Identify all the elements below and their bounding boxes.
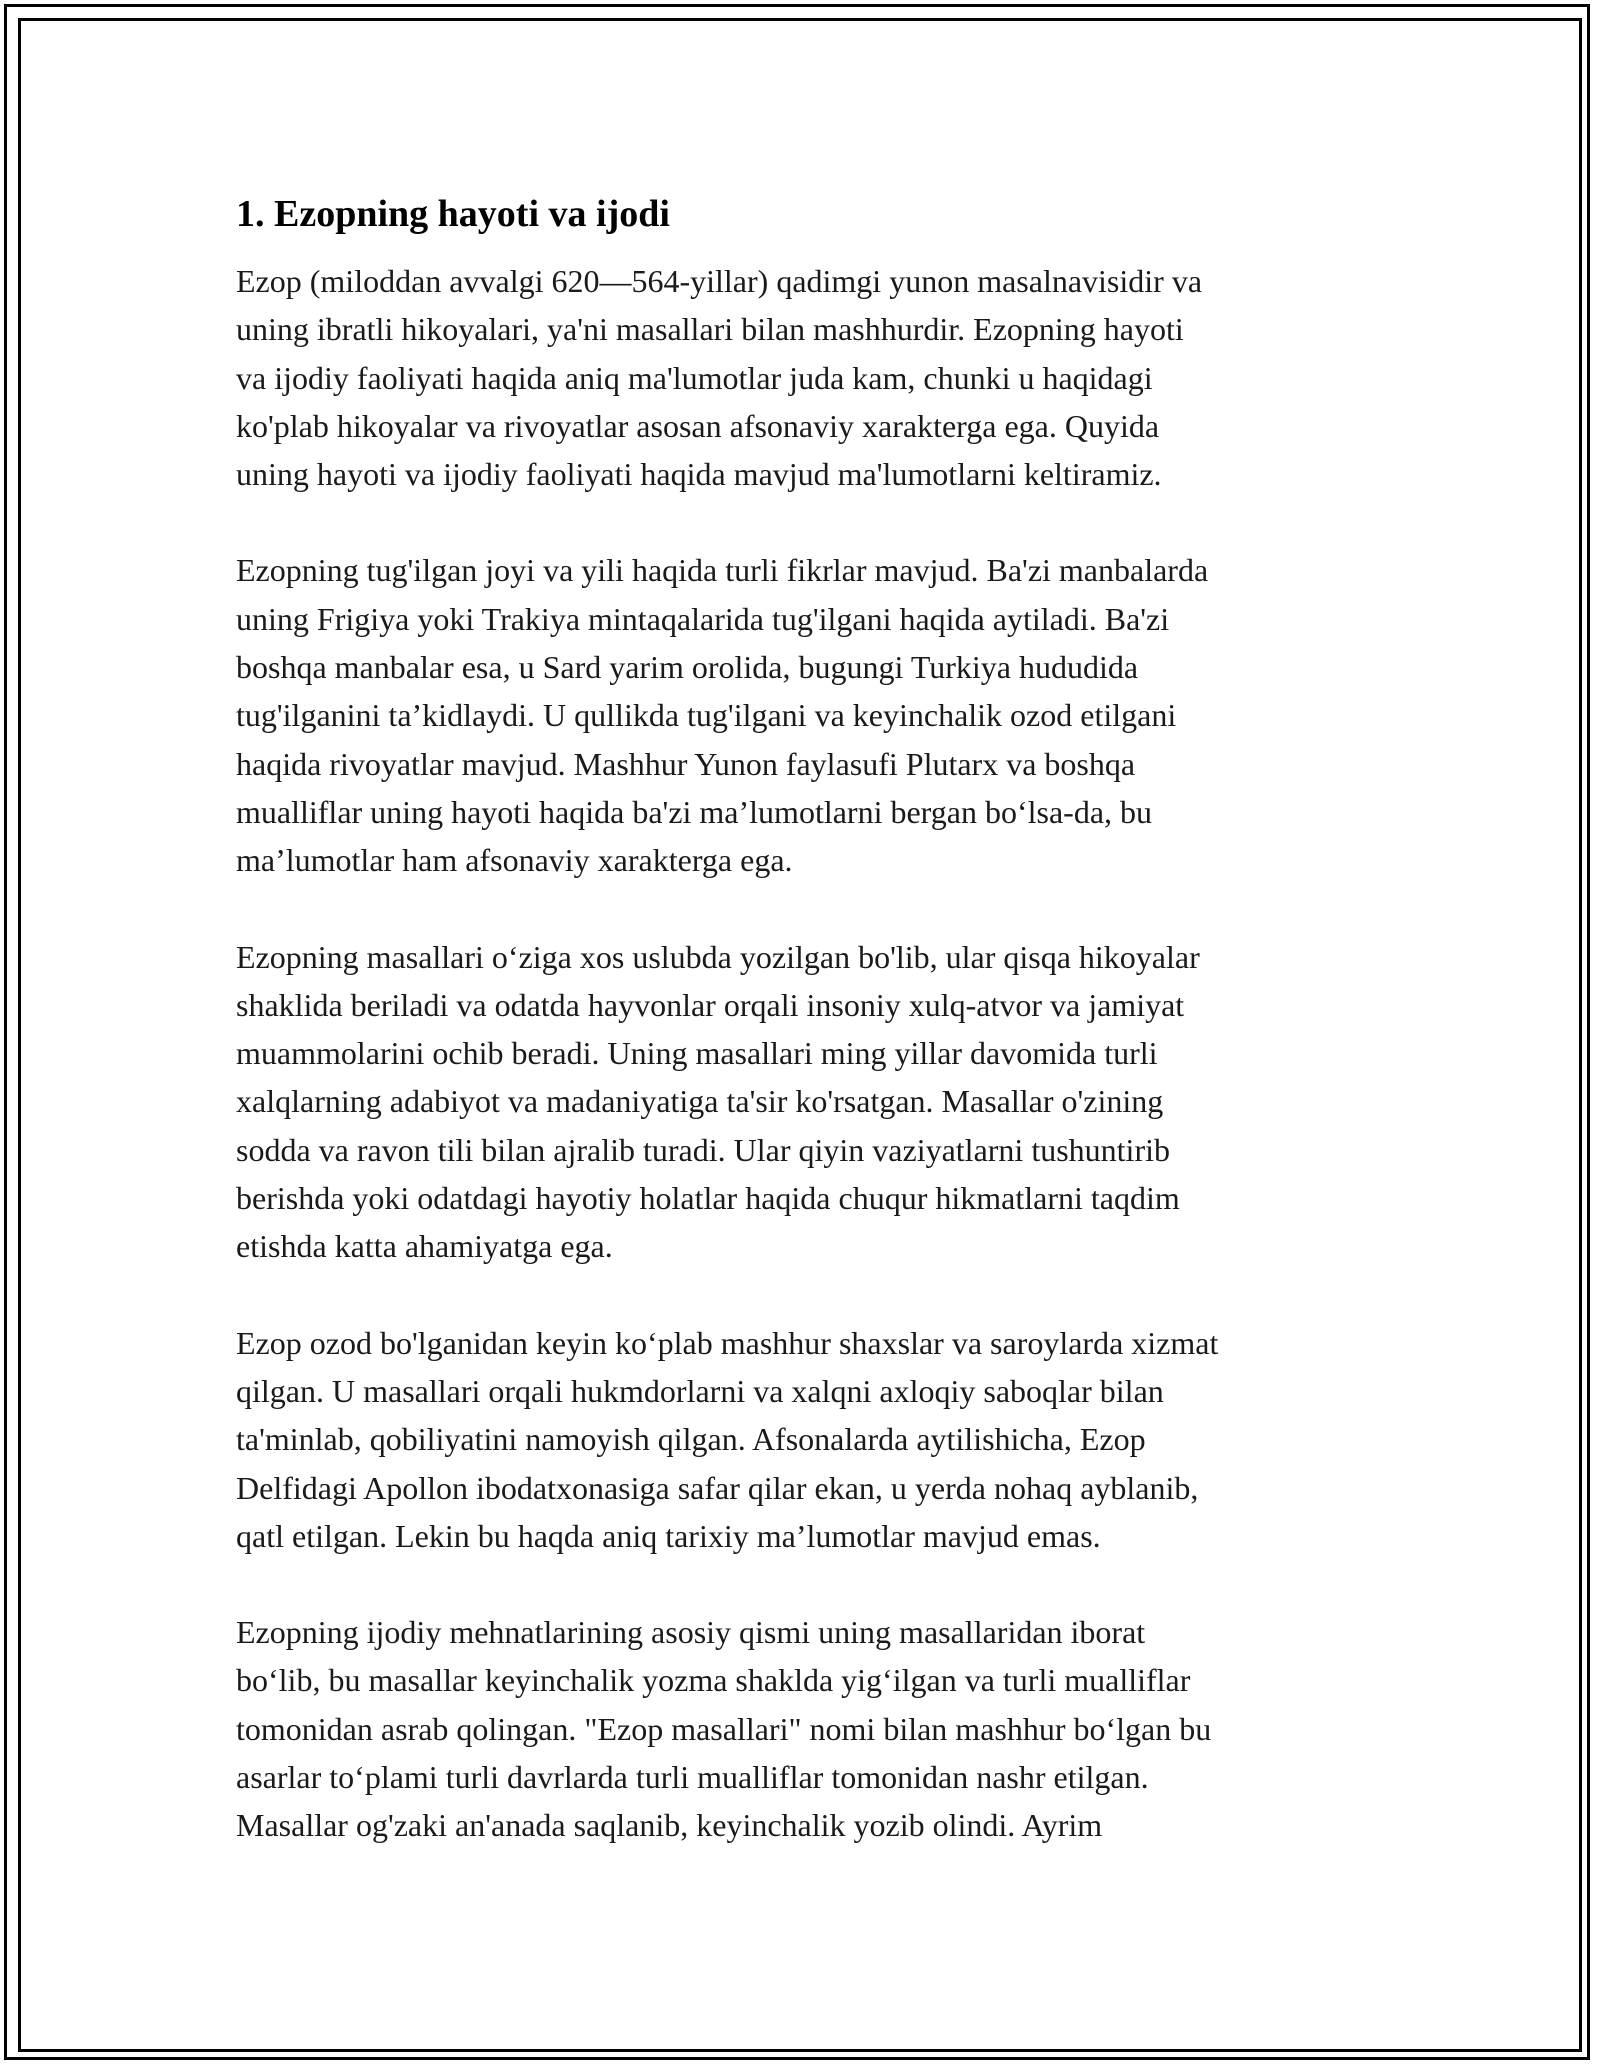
paragraph-5 (236, 1608, 1376, 1849)
paragraph-2 (236, 546, 1376, 884)
text-line: Masallar og'zaki an'anada saqlanib, keyinchalik yozib olindi. Ayrim (236, 1807, 1103, 1844)
text-line: Ezopning ijodiy mehnatlarining asosiy qismi uning masallaridan iborat (236, 1614, 1146, 1651)
text-line: mualliflar uning hayoti haqida ba'zi ma’lumotlarni bergan bo‘lsa-da, bu (236, 793, 1153, 830)
text-line: ma’lumotlar ham afsonaviy xarakterga ega. (236, 842, 793, 879)
text-line: uning Frigiya yoki Trakiya mintaqalarida tug'ilgani haqida aytiladi. Ba'zi (236, 600, 1170, 637)
text-line: muammolarini ochib beradi. Uning masallari ming yillar davomida turli (236, 1035, 1158, 1072)
text-line: berishda yoki odatdagi hayotiy holatlar haqida chuqur hikmatlarni taqdim (236, 1180, 1180, 1217)
text-line: qatl etilgan. Lekin bu haqda aniq tarixiy ma’lumotlar mavjud emas. (236, 1517, 1101, 1554)
text-line: etishda katta ahamiyatga ega. (236, 1228, 613, 1265)
text-line: ta'minlab, qobiliyatini namoyish qilgan. Afsonalarda aytilishicha, Ezop (236, 1421, 1146, 1458)
text-line: tomonidan asrab qolingan. "Ezop masallari" nomi bilan mashhur bo‘lgan bu (236, 1710, 1212, 1747)
text-line: uning hayoti va ijodiy faoliyati haqida mavjud ma'lumotlarni keltiramiz. (236, 456, 1162, 493)
text-line: va ijodiy faoliyati haqida aniq ma'lumotlar juda kam, chunki u haqidagi (236, 359, 1153, 396)
text-line: qilgan. U masallari orqali hukmdorlarni va xalqni axloqiy saboqlar bilan (236, 1372, 1164, 1409)
text-line: tug'ilganini ta’kidlaydi. U qullikda tug'ilgani va keyinchalik ozod etilgani (236, 697, 1177, 734)
text-line: bo‘lib, bu masallar keyinchalik yozma shaklda yig‘ilgan va turli mualliflar (236, 1662, 1191, 1699)
text-line: uning ibratli hikoyalari, ya'ni masallari bilan mashhurdir. Ezopning hayoti (236, 311, 1184, 348)
document-body (236, 188, 1376, 1850)
text-line: Ezop (miloddan avvalgi 620—564-yillar) qadimgi yunon masalnavisidir va (236, 263, 1203, 299)
section-title: 1. Ezopning hayoti va ijodi (236, 193, 670, 235)
text-line: xalqlarning adabiyot va madaniyatiga ta'sir ko'rsatgan. Masallar o'zining (236, 1083, 1164, 1120)
text-line: asarlar to‘plami turli davrlarda turli mualliflar tomonidan nashr etilgan. (236, 1759, 1149, 1796)
text-line: Ezopning masallari o‘ziga xos uslubda yozilgan bo'lib, ular qisqa hikoyalar (236, 938, 1200, 975)
paragraph-1 (236, 257, 1376, 498)
text-line: Ezopning tug'ilgan joyi va yili haqida turli fikrlar mavjud. Ba'zi manbalarda (236, 552, 1209, 589)
text-line: ko'plab hikoyalar va rivoyatlar asosan afsonaviy xarakterga ega. Quyida (236, 407, 1160, 444)
text-line: boshqa manbalar esa, u Sard yarim orolida, bugungi Turkiya hududida (236, 649, 1139, 686)
text-line: Ezop ozod bo'lganidan keyin ko‘plab mashhur shaxslar va saroylarda xizmat (236, 1324, 1219, 1361)
text-line: shaklida beriladi va odatda hayvonlar orqali insoniy xulq-atvor va jamiyat (236, 986, 1185, 1023)
text-line: Delfidagi Apollon ibodatxonasiga safar qilar ekan, u yerda nohaq ayblanib, (236, 1469, 1199, 1506)
text-line: haqida rivoyatlar mavjud. Mashhur Yunon faylasufi Plutarx va boshqa (236, 745, 1136, 782)
paragraph-3 (236, 933, 1376, 1271)
paragraph-4 (236, 1319, 1376, 1560)
text-line: sodda va ravon tili bilan ajralib turadi. Ular qiyin vaziyatlarni tushuntirib (236, 1131, 1170, 1168)
